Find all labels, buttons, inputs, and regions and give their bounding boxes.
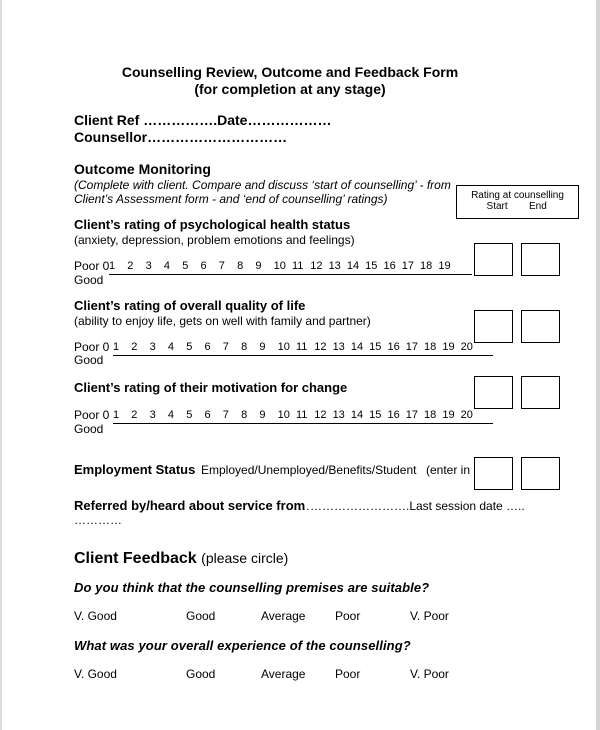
option-v-good[interactable]: V. Good: [74, 667, 117, 681]
rating-3-end-box[interactable]: [521, 376, 560, 409]
scale-number[interactable]: 9: [259, 341, 266, 353]
scale-number[interactable]: 2: [131, 341, 138, 353]
scale-number[interactable]: 4: [167, 409, 175, 421]
scale-number[interactable]: 20: [460, 409, 473, 421]
option-v-poor[interactable]: V. Poor: [410, 667, 449, 681]
rating-1-good-label: Good: [74, 273, 104, 287]
rating-2-subtitle: (ability to enjoy life, gets on well with family and partner): [74, 314, 371, 328]
outcome-note-2: Client’s Assessment form - and ‘end of counselling’ ratings): [74, 192, 388, 206]
scale-number[interactable]: 20: [460, 341, 473, 353]
scale-number[interactable]: 18: [420, 260, 433, 272]
rating-2-start-box[interactable]: [474, 310, 513, 343]
employment-end-box[interactable]: [521, 457, 560, 490]
scale-number[interactable]: 14: [350, 341, 364, 353]
scale-number[interactable]: 3: [149, 341, 156, 353]
option-average[interactable]: Average: [261, 609, 306, 623]
outcome-heading: Outcome Monitoring: [74, 161, 211, 177]
outcome-note-1: (Complete with client. Compare and discuss ‘start of counselling’ - from: [74, 178, 451, 192]
scale-number[interactable]: 7: [222, 341, 229, 353]
scale-number[interactable]: 4: [167, 341, 175, 353]
scale-number[interactable]: 11: [295, 341, 308, 353]
scale-number[interactable]: 14: [350, 409, 364, 421]
scale-number[interactable]: 12: [314, 341, 327, 353]
scale-number[interactable]: 16: [387, 341, 400, 353]
scale-number[interactable]: 15: [365, 260, 378, 272]
scale-number[interactable]: 11: [291, 260, 304, 272]
employment-options: Employed/Unemployed/Benefits/Student: [201, 463, 417, 477]
scale-number[interactable]: 9: [255, 260, 262, 272]
scale-number[interactable]: 3: [149, 409, 156, 421]
scale-number[interactable]: 7: [222, 409, 229, 421]
option-poor[interactable]: Poor: [335, 667, 361, 681]
scale-number[interactable]: 3: [145, 260, 152, 272]
scale-number[interactable]: 12: [310, 260, 323, 272]
rating-3-scale-line: [113, 423, 493, 424]
employment-start-box[interactable]: [474, 457, 513, 490]
form-subtitle: (for completion at any stage): [194, 81, 386, 97]
scale-number[interactable]: 18: [424, 409, 437, 421]
rating-2-poor-label: Poor 0: [74, 340, 110, 354]
scale-number[interactable]: 1: [113, 409, 120, 421]
page-edge-right: [596, 0, 600, 730]
rating-3-scale: [113, 409, 479, 421]
scale-number[interactable]: 16: [383, 260, 396, 272]
employment-label: Employment Status: [74, 462, 196, 477]
scale-number[interactable]: 10: [273, 260, 286, 272]
scale-number[interactable]: 9: [259, 409, 266, 421]
rating-3-poor-label: Poor 0: [74, 408, 110, 422]
scale-number[interactable]: 11: [295, 409, 308, 421]
rating-1-title: Client’s rating of psychological health status: [74, 217, 351, 232]
scale-number[interactable]: 13: [332, 341, 345, 353]
client-ref-line: Client Ref …………….Date………………: [74, 112, 332, 128]
scale-number[interactable]: 5: [182, 260, 189, 272]
referral-label: Referred by/heard about service from: [74, 498, 306, 513]
scale-number[interactable]: 8: [241, 409, 248, 421]
scale-number[interactable]: 13: [332, 409, 345, 421]
page-edge-left: [0, 0, 2, 730]
rating-3-good-label: Good: [74, 422, 104, 436]
scale-number[interactable]: 6: [204, 409, 211, 421]
scale-number[interactable]: 6: [204, 341, 211, 353]
scale-number[interactable]: 15: [369, 409, 382, 421]
scale-number[interactable]: 5: [186, 341, 193, 353]
scale-number[interactable]: 10: [277, 409, 290, 421]
feedback-heading: Client Feedback: [74, 550, 197, 567]
rating-1-subtitle: (anxiety, depression, problem emotions and feelings): [74, 233, 355, 247]
rating-2-good-label: Good: [74, 353, 104, 367]
referral-dots: ……………………….Last session date …..: [298, 499, 525, 513]
feedback-question-1: Do you think that the counselling premises are suitable?: [74, 580, 430, 595]
scale-number[interactable]: 2: [127, 260, 134, 272]
scale-number[interactable]: 19: [442, 341, 455, 353]
scale-number[interactable]: 6: [200, 260, 207, 272]
scale-number[interactable]: 19: [438, 260, 451, 272]
rating-2-title: Client’s rating of overall quality of life: [74, 298, 306, 313]
rating-1-poor-label: Poor 0: [74, 259, 110, 273]
scale-number[interactable]: 15: [369, 341, 382, 353]
scale-number[interactable]: 17: [405, 341, 418, 353]
scale-number[interactable]: 13: [328, 260, 341, 272]
scale-number[interactable]: 2: [131, 409, 138, 421]
rating-3-start-box[interactable]: [474, 376, 513, 409]
scale-number[interactable]: 14: [346, 260, 360, 272]
counsellor-line: Counsellor…………………………: [74, 129, 288, 145]
scale-number[interactable]: 7: [218, 260, 225, 272]
referral-dots-2: …………: [74, 513, 122, 527]
legend-title: Rating at counselling: [471, 190, 564, 201]
scale-number[interactable]: 1: [113, 341, 120, 353]
rating-legend-box: [456, 185, 579, 219]
scale-number[interactable]: 10: [277, 341, 290, 353]
scale-number[interactable]: 8: [237, 260, 244, 272]
scale-number[interactable]: 17: [405, 409, 418, 421]
rating-1-start-box[interactable]: [474, 243, 513, 276]
option-v-good[interactable]: V. Good: [74, 609, 117, 623]
employment-enter-note: (enter in: [426, 463, 471, 477]
rating-3-title: Client’s rating of their motivation for change: [74, 380, 348, 395]
rating-2-scale-line: [113, 355, 493, 356]
option-poor[interactable]: Poor: [335, 609, 361, 623]
scale-number[interactable]: 16: [387, 409, 400, 421]
rating-2-end-box[interactable]: [521, 310, 560, 343]
scale-number[interactable]: 5: [186, 409, 193, 421]
feedback-heading-note: (please circle): [201, 550, 289, 566]
rating-1-scale-line: [109, 274, 472, 275]
rating-1-scale: [109, 260, 457, 272]
feedback-heading-row: [74, 550, 288, 568]
rating-2-scale: [113, 341, 479, 353]
legend-start: Start: [486, 201, 508, 212]
scale-number[interactable]: 19: [442, 409, 455, 421]
scale-number[interactable]: 4: [163, 260, 171, 272]
scale-number[interactable]: 8: [241, 341, 248, 353]
scale-number[interactable]: 18: [424, 341, 437, 353]
option-good[interactable]: Good: [186, 667, 216, 681]
rating-1-end-box[interactable]: [521, 243, 560, 276]
form-title: Counselling Review, Outcome and Feedback Form: [121, 64, 459, 80]
scale-number[interactable]: 1: [109, 260, 116, 272]
scale-number[interactable]: 17: [401, 260, 414, 272]
scale-number[interactable]: 12: [314, 409, 327, 421]
feedback-question-2: What was your overall experience of the counselling?: [74, 638, 411, 653]
option-average[interactable]: Average: [261, 667, 306, 681]
option-good[interactable]: Good: [186, 609, 216, 623]
legend-end: End: [528, 201, 547, 212]
option-v-poor[interactable]: V. Poor: [410, 609, 449, 623]
